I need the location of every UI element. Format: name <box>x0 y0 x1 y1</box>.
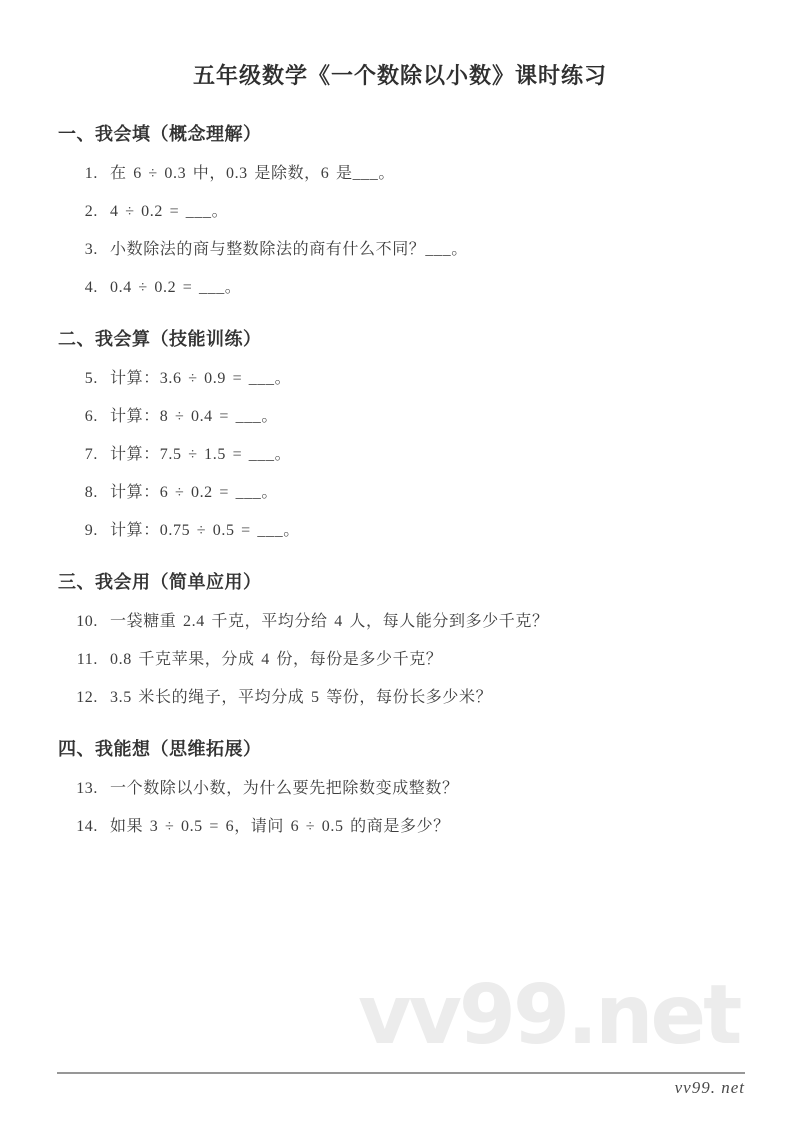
question-number: 1. <box>84 165 98 182</box>
page-title: 五年级数学《一个数除以小数》课时练习 <box>192 63 607 88</box>
section-fill-in <box>0 124 800 297</box>
question-text: 计算：3.6 ÷ 0.9 = ___。 <box>110 370 292 387</box>
question-text: 计算：6 ÷ 0.2 = ___。 <box>110 484 279 501</box>
question-item <box>72 817 800 836</box>
question-item <box>72 688 800 707</box>
watermark-text: vv99.net <box>358 968 740 1063</box>
question-number: 5. <box>84 370 98 387</box>
question-number: 4. <box>84 279 98 296</box>
question-item <box>72 164 800 183</box>
footer-site-text: vv99. net <box>674 1078 745 1097</box>
question-number: 8. <box>84 484 98 501</box>
section-calculate <box>0 329 800 540</box>
question-text: 计算：0.75 ÷ 0.5 = ___。 <box>110 522 300 539</box>
question-number: 13. <box>76 780 98 797</box>
section-heading: 一、我会填（概念理解） <box>58 124 262 144</box>
question-number: 6. <box>84 408 98 425</box>
question-item <box>72 369 800 388</box>
question-text: 0.4 ÷ 0.2 = ___。 <box>110 279 242 296</box>
question-text: 计算：8 ÷ 0.4 = ___。 <box>110 408 279 425</box>
question-number: 7. <box>84 446 98 463</box>
question-item <box>72 650 800 669</box>
question-number: 2. <box>84 203 98 220</box>
question-text: 小数除法的商与整数除法的商有什么不同？___。 <box>110 241 468 258</box>
question-text: 4 ÷ 0.2 = ___。 <box>110 203 229 220</box>
question-text: 一袋糖重 2.4 千克，平均分给 4 人，每人能分到多少千克？ <box>110 613 549 630</box>
question-number: 11. <box>76 651 98 668</box>
question-text: 计算：7.5 ÷ 1.5 = ___。 <box>110 446 292 463</box>
question-number: 14. <box>76 818 98 835</box>
question-item <box>72 202 800 221</box>
question-item <box>72 779 800 798</box>
question-item <box>72 407 800 426</box>
question-number: 10. <box>76 613 98 630</box>
question-text: 在 6 ÷ 0.3 中，0.3 是除数，6 是___。 <box>110 165 395 182</box>
section-heading: 二、我会算（技能训练） <box>58 329 262 349</box>
question-text: 一个数除以小数，为什么要先把除数变成整数？ <box>110 780 459 797</box>
question-item <box>72 240 800 259</box>
question-item <box>72 612 800 631</box>
question-number: 12. <box>76 689 98 706</box>
question-text: 如果 3 ÷ 0.5 = 6，请问 6 ÷ 0.5 的商是多少？ <box>110 818 450 835</box>
footer-divider <box>57 1072 745 1074</box>
section-heading: 四、我能想（思维拓展） <box>58 739 262 759</box>
section-heading: 三、我会用（简单应用） <box>58 572 262 592</box>
question-text: 3.5 米长的绳子，平均分成 5 等份，每份长多少米？ <box>110 689 493 706</box>
section-apply <box>0 572 800 707</box>
question-item <box>72 278 800 297</box>
question-number: 9. <box>84 522 98 539</box>
section-think <box>0 739 800 836</box>
question-number: 3. <box>84 241 98 258</box>
question-item <box>72 521 800 540</box>
question-item <box>72 483 800 502</box>
question-item <box>72 445 800 464</box>
question-text: 0.8 千克苹果，分成 4 份，每份是多少千克？ <box>110 651 443 668</box>
